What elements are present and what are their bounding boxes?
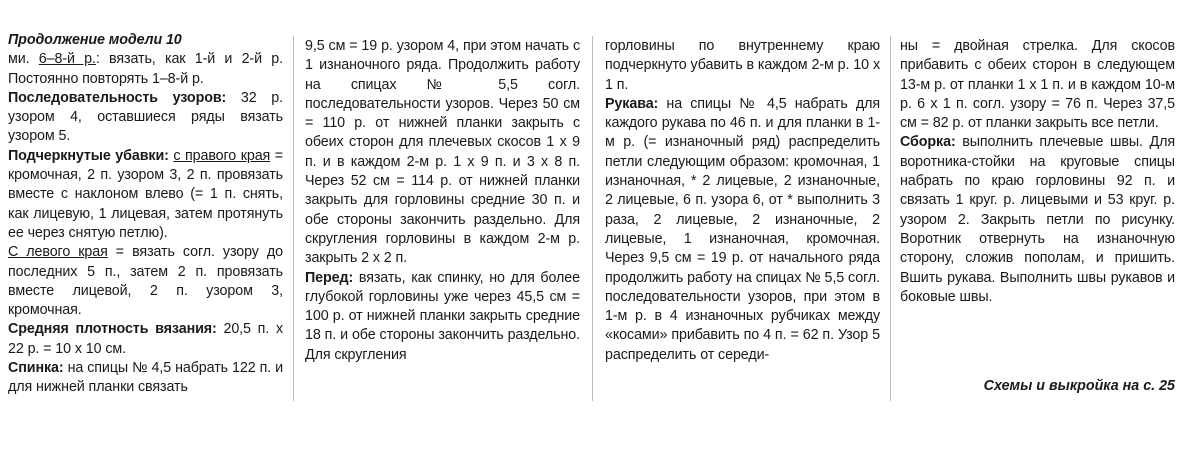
text-fragment: = кромочная, 2 п. узором 3, 2 п. провязать вместе с наклоном влево (= 1 п. снять, как лицевую, 1 лицевая, затем протянуть ее через снятую петлю). [8, 147, 283, 241]
continuation-heading: Продолжение модели 10 [8, 32, 182, 48]
back-paragraph [8, 359, 283, 398]
text-fragment: ны = двойная стрелка. Для скосов прибавить с обеих сторон в следующем 13-м р. от планки 1 х 1 п. и в каждом 10-м р. 6 х 1 п. согл. узору = 76 п. Через 37,5 см = 82 р. от планки закрыть все петли. [900, 38, 1175, 132]
underlined-term: С левого края [8, 244, 108, 261]
section-label: Средняя плотность вязания: [8, 321, 217, 338]
front-continued-paragraph [605, 37, 880, 95]
sequence-paragraph [8, 89, 283, 147]
decrease-paragraph [8, 147, 283, 243]
column-divider-2 [592, 36, 593, 401]
back-continued-paragraph [305, 37, 580, 269]
text-column-4 [900, 37, 1175, 307]
text-fragment: на спицы № 4,5 набрать 122 п. и для нижней планки связать [8, 360, 283, 396]
column-divider-3 [890, 36, 891, 401]
text-fragment: на спицы № 4,5 набрать для каждого рукава по 46 п. и для планки в 1-м р. (= изнаночный ряд) распределить петли следующим образом: кромочная, 1 изнаночная, * 2 лицевые, 2 изнаночные, 2 лицевые, 6 п. узора 6, от * выполнить 3 раза, 2 лицевые, 2 изнаночные, 2 лицевые, 1 изнаночная, кромочная. Через 9,5 см = 19 р. от начального ряда продолжить работу на спицах № 5,5 согл. последовательности узоров, при этом в 1-м р. в 4 изнаночных рубчиках между «косами» прибавить по 4 п. = 62 п. Узор 5 распределить от середи- [605, 95, 880, 363]
section-label: Подчеркнутые убавки: [8, 147, 169, 164]
section-label: Рукава: [605, 95, 659, 112]
heading-paragraph [8, 31, 283, 50]
section-label: Последовательность узоров: [8, 89, 227, 106]
text-fragment: 9,5 см = 19 р. узором 4, при этом начать с 1 изнаночного ряда. Продолжить работу на спицах № 5,5 согл. последовательности узоров. Через 50 см = 110 р. от нижней планки закрыть с обеих сторон для плечевых скосов 1 х 9 п. и в каждом 2-м р. 1 х 9 п. и 3 х 8 п. Через 52 см = 114 р. от нижней планки закрыть для горловины средние 30 п. и обе стороны закончить раздельно. Для скругления горловины в каждом 2-м р. закрыть 2 х 2 п. [305, 38, 580, 267]
sleeves-continued-paragraph [900, 37, 1175, 133]
section-label: Перед: [305, 269, 354, 286]
text-fragment: : вязать, как 1-й и 2-й р. Постоянно повторять 1–8-й р. [8, 51, 283, 87]
left-edge-paragraph [8, 243, 283, 320]
section-label: Спинка: [8, 360, 64, 377]
density-paragraph [8, 320, 283, 359]
assembly-paragraph [900, 133, 1175, 307]
text-fragment: 20,5 п. х 22 р. = 10 х 10 см. [8, 321, 284, 357]
underlined-term: 6–8-й р. [38, 51, 96, 68]
text-column-2 [305, 37, 580, 365]
text-fragment: горловины по внутреннему краю подчеркнуто убавить в каждом 2-м р. 10 х 1 п. [605, 38, 880, 93]
rows-6-8-paragraph [8, 50, 283, 89]
text-fragment: вязать, как спинку, но для более глубокой горловины уже через 45,5 см = 100 р. от нижней планки закрыть средние 18 п. и обе стороны закончить раздельно. Для скругления [305, 269, 580, 363]
section-label: Сборка: [900, 134, 956, 151]
schemes-reference: Схемы и выкройка на с. 25 [983, 378, 1175, 394]
underlined-term: с правого края [173, 147, 271, 164]
text-column-1 [8, 31, 283, 398]
text-fragment: ми. [8, 51, 39, 68]
text-column-3 [605, 37, 880, 365]
front-paragraph [305, 269, 580, 365]
text-fragment: = вязать согл. узору до последних 5 п., затем 2 п. провязать вместе лицевой, 2 п. узором 3, кромочная. [8, 244, 283, 319]
column-divider-1 [293, 36, 294, 401]
text-fragment: выполнить плечевые швы. Для воротника-стойки на круговые спицы набрать по краю горловины 92 п. и связать 1 круг. р. лицевыми и 53 круг. р. узором 2. Закрыть петли по рисунку. Воротник отвернуть на изнаночную сторону, сложив пополам, и пришить. Вшить рукава. Выполнить швы рукавов и боковые швы. [900, 134, 1175, 305]
sleeves-paragraph [605, 95, 880, 365]
text-fragment: 32 р. узором 4, оставшиеся ряды вязать узором 5. [8, 89, 284, 145]
